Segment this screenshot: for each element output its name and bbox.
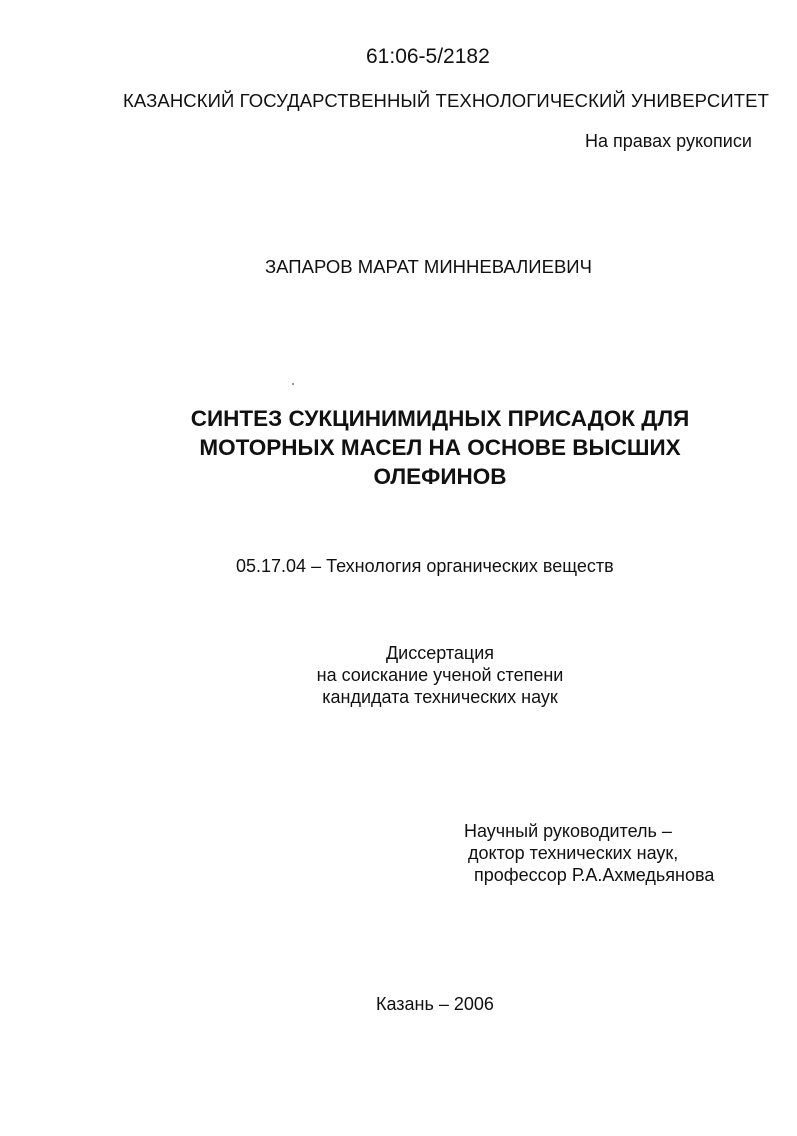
title-line: ОЛЕФИНОВ xyxy=(373,464,507,489)
archive-code: 61:06-5/2182 xyxy=(366,45,490,68)
scan-speck xyxy=(292,383,294,385)
title-line: МОТОРНЫХ МАСЕЛ НА ОСНОВЕ ВЫСШИХ xyxy=(199,435,681,460)
specialty: 05.17.04 – Технология органических веществ xyxy=(236,556,614,576)
manuscript-note: На правах рукописи xyxy=(585,131,752,151)
degree-line: на соискание ученой степени xyxy=(316,665,564,685)
university-name: КАЗАНСКИЙ ГОСУДАРСТВЕННЫЙ ТЕХНОЛОГИЧЕСКИЙ УНИВЕРСИТЕТ xyxy=(123,90,769,111)
degree-block xyxy=(290,642,590,708)
city-year: Казань – 2006 xyxy=(376,994,494,1014)
supervisor-line: профессор Р.А.Ахмедьянова xyxy=(474,865,715,885)
author-name: ЗАПАРОВ МАРАТ МИННЕВАЛИЕВИЧ xyxy=(265,256,592,277)
supervisor-line: доктор технических наук, xyxy=(468,843,679,863)
degree-line: Диссертация xyxy=(385,643,495,663)
supervisor-line: Научный руководитель – xyxy=(464,821,672,841)
dissertation-title xyxy=(130,404,750,491)
title-line: СИНТЕЗ СУКЦИНИМИДНЫХ ПРИСАДОК ДЛЯ xyxy=(190,406,690,431)
supervisor-block xyxy=(464,820,714,886)
degree-line: кандидата технических наук xyxy=(322,687,558,707)
